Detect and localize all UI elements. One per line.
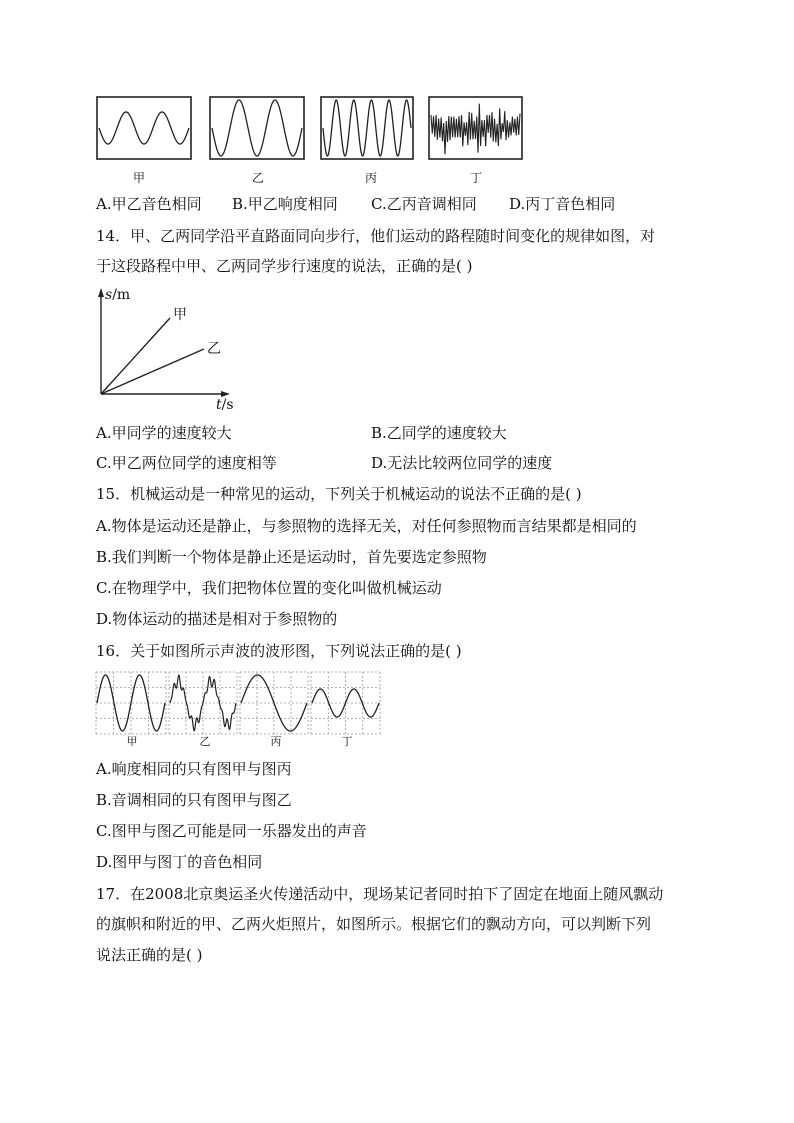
q13-caption-ding: 丁 bbox=[469, 171, 482, 185]
q13-option-c[interactable]: C.乙丙音调相同 bbox=[371, 195, 477, 213]
q14-option-c[interactable]: C.甲乙两位同学的速度相等 bbox=[96, 454, 277, 472]
q16-caption-bing: 丙 bbox=[270, 735, 282, 748]
q13-caption-bing: 丙 bbox=[364, 171, 377, 185]
q15-option-b[interactable]: B.我们判断一个物体是静止还是运动时，首先要选定参照物 bbox=[96, 548, 487, 566]
q17-stem-line3: 说法正确的是( ) bbox=[96, 946, 203, 964]
q16-caption-jia: 甲 bbox=[126, 735, 138, 748]
q16-option-d[interactable]: D.图甲与图丁的音色相同 bbox=[96, 853, 263, 871]
q13-option-a[interactable]: A.甲乙音色相同 bbox=[96, 195, 202, 213]
q14-option-d[interactable]: D.无法比较两位同学的速度 bbox=[371, 454, 553, 472]
q15-stem: 15．机械运动是一种常见的运动，下列关于机械运动的说法不正确的是( ) bbox=[96, 485, 582, 503]
series-label-jia: 甲 bbox=[173, 307, 187, 323]
q16-option-a[interactable]: A.响度相同的只有图甲与图丙 bbox=[96, 760, 292, 778]
q14-option-b[interactable]: B.乙同学的速度较大 bbox=[371, 424, 507, 442]
q16-stem: 16．关于如图所示声波的波形图，下列说法正确的是( ) bbox=[96, 642, 462, 660]
q14-stem-line2: 于这段路程中甲、乙两同学步行速度的说法，正确的是( ) bbox=[96, 257, 473, 275]
q13-caption-yi: 乙 bbox=[251, 171, 264, 185]
q16-option-b[interactable]: B.音调相同的只有图甲与图乙 bbox=[96, 791, 292, 809]
q16-caption-yi: 乙 bbox=[199, 735, 211, 748]
q16-option-c[interactable]: C.图甲与图乙可能是同一乐器发出的声音 bbox=[96, 822, 367, 840]
q17-stem-line2: 的旗帜和附近的甲、乙两火炬照片，如图所示。根据它们的飘动方向，可以判断下列 bbox=[96, 915, 652, 933]
y-axis-unit: /m bbox=[112, 287, 131, 303]
q13-option-d[interactable]: D.丙丁音色相同 bbox=[509, 195, 616, 213]
y-axis-var: s bbox=[105, 287, 113, 303]
q14-stem-line1: 14．甲、乙两同学沿平直路面同向步行，他们运动的路程随时间变化的规律如图，对 bbox=[96, 227, 656, 245]
q14-option-a[interactable]: A.甲同学的速度较大 bbox=[96, 424, 232, 442]
q15-option-a[interactable]: A.物体是运动还是静止，与参照物的选择无关，对任何参照物而言结果都是相同的 bbox=[96, 517, 637, 535]
q17-stem-line1: 17．在2008北京奥运圣火传递活动中，现场某记者同时拍下了固定在地面上随风飘动 bbox=[96, 885, 664, 903]
waveform-jia bbox=[97, 675, 165, 731]
x-axis-unit: /s bbox=[221, 397, 234, 413]
q13-caption-jia: 甲 bbox=[132, 171, 145, 185]
q16-caption-ding: 丁 bbox=[341, 735, 353, 748]
x-axis-var: t bbox=[216, 397, 222, 413]
q13-option-b[interactable]: B.甲乙响度相同 bbox=[232, 195, 338, 213]
q15-option-c[interactable]: C.在物理学中，我们把物体位置的变化叫做机械运动 bbox=[96, 579, 442, 597]
q15-option-d[interactable]: D.物体运动的描述是相对于参照物的 bbox=[96, 610, 338, 628]
series-label-yi: 乙 bbox=[207, 341, 221, 357]
